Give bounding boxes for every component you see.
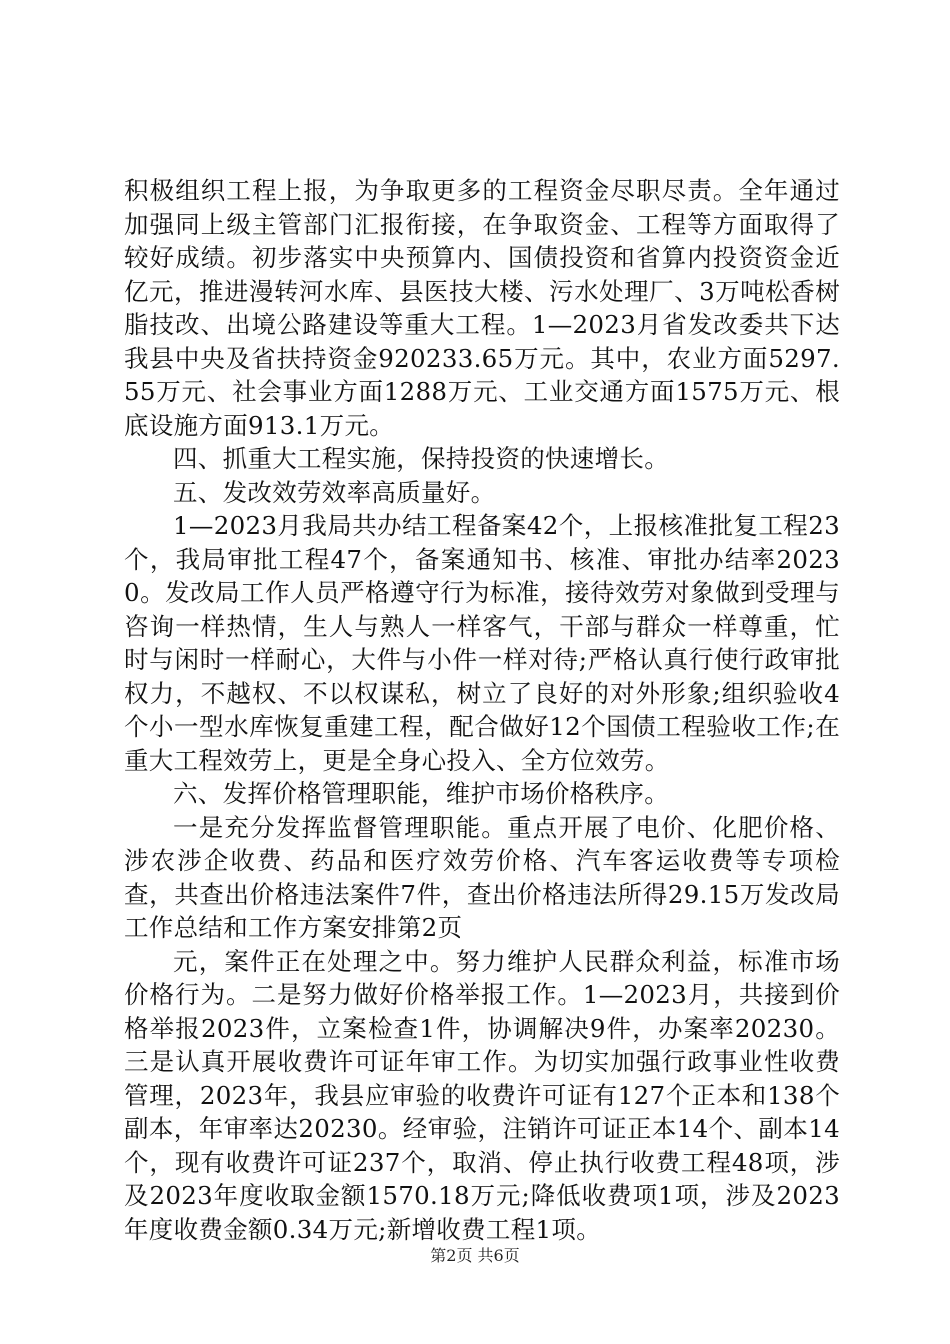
section-heading-service-efficiency: 五、发改效劳效率高质量好。 bbox=[173, 477, 496, 507]
paragraph-service-efficiency: 1—2023月我局共办结工程备案42个，上报核准批复工程23个，我局审批工程47个，备案通知书、核准、审批办结率20230。发改局工作人员严格遵守行为标准，接待效劳对象做到受理与咨询一样热情，生人与熟人一样客气，干部与群众一样尊重，忙时与闲时一样耐心，大件与小件一样对待;严格认真行使行政审批权力，不越权、不以权谋私，树立了良好的对外形象;组织验收4个小一型水库恢复重建工程，配合做好12个国债工程验收工作;在重大工程效劳上，更是全身心投入、全方位效劳。 bbox=[124, 511, 840, 775]
document-body bbox=[124, 174, 840, 1246]
section-heading-price-management: 六、发挥价格管理职能，维护市场价格秩序。 bbox=[173, 779, 669, 808]
paragraph-funding-overview: 积极组织工程上报，为争取更多的工程资金尽职尽责。全年通过加强同上级主管部门汇报衔接，在争取资金、工程等方面取得了较好成绩。初步落实中央预算内、国债投资和省算内投资资金近亿元，推进漫转河水库、县医技大楼、污水处理厂、3万吨松香树脂技改、出境公路建设等重大工程。1—2023月省发改委共下达我县中央及省扶持资金920233.65万元。其中，农业方面5297.55万元、社会事业方面1288万元、工业交通方面1575万元、根底设施方面913.1万元。 bbox=[124, 176, 840, 440]
page-footer: 第2页 共6页 bbox=[430, 1246, 520, 1265]
section-heading-major-projects: 四、抓重大工程实施，保持投资的快速增长。 bbox=[173, 444, 669, 473]
paragraph-price-supervision: 一是充分发挥监督管理职能。重点开展了电价、化肥价格、涉农涉企收费、药品和医疗效劳价格、汽车客运收费等专项检查，共查出价格违法案件7件，查出价格违法所得29.15万发改局工作总结和工作方案安排第2页 bbox=[124, 812, 840, 942]
paragraph-price-reporting: 元，案件正在处理之中。努力维护人民群众利益，标准市场价格行为。二是努力做好价格举报工作。1—2023月，共接到价格举报2023件，立案检查1件，协调解决9件，办案率20230。三是认真开展收费许可证年审工作。为切实加强行政事业性收费管理，2023年，我县应审验的收费许可证有127个正本和138个副本，年审率达20230。经审验，注销许可证正本14个、副本14个，现有收费许可证237个，取消、停止执行收费工程48项，涉及2023年度收取金额1570.18万元;降低收费项1项，涉及2023年度收费金额0.34万元;新增收费工程1项。 bbox=[124, 946, 840, 1244]
